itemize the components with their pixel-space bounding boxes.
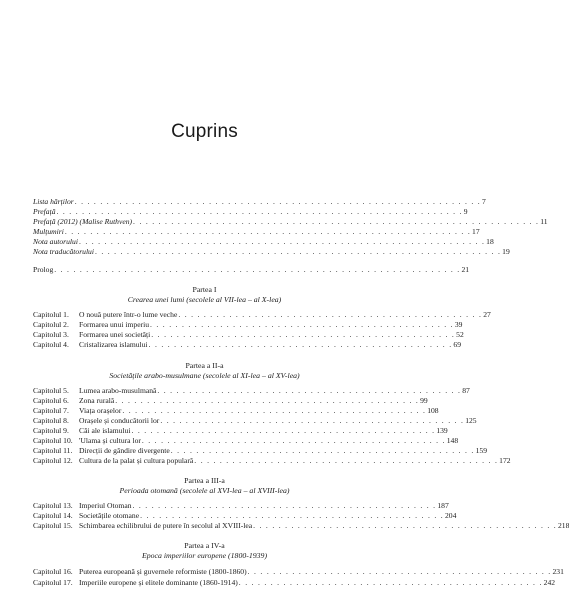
entry-page: 18 <box>486 237 494 246</box>
entry-page: 19 <box>502 247 510 256</box>
part-subtitle: Societățile arabo-musulmane (secolele al XI-lea – al XV-lea) <box>109 371 300 380</box>
entry-page: 21 <box>461 265 470 274</box>
chapter-page: 52 <box>456 330 464 339</box>
entry-page: 17 <box>472 227 480 236</box>
leader-dots: . . . . . . . . . . . . . . . . . . . . . . . . . . . . . . . . . . . . . . . . . . . . . . . . . . . . . . . . . . . . . . . . <box>133 217 540 226</box>
part-subtitle: Perioada otomană (secolele al XVI-lea – al XVIII-lea) <box>119 486 290 495</box>
leader-dots: . . . . . . . . . . . . . . . . . . . . . . . . . . . . . . . . . . . . . . . . . . . . . . . . . . . . . . . . . . . . . . . . <box>74 197 481 206</box>
chapter-entry <box>33 386 470 395</box>
entry-title: Mulțumiri <box>33 227 64 236</box>
chapter-number: Capitolul 5. <box>33 386 69 395</box>
chapter-page: 125 <box>465 416 477 425</box>
chapter-entry <box>33 436 459 445</box>
part-heading: Partea a IV-a <box>184 541 225 550</box>
leader-dots: . . . . . . . . . . . . . . . . . . . . . . . . . . . . . . . . . . . . . . . . . . . . . . . . <box>160 416 465 425</box>
chapter-number: Capitolul 8. <box>33 416 69 425</box>
chapter-page: 108 <box>427 406 439 415</box>
chapter-page: 27 <box>483 310 491 319</box>
chapter-number: Capitolul 12. <box>33 456 73 465</box>
entry-title: Prefață (2012) (Malise Ruthven) <box>33 217 133 226</box>
chapter-page: 218 <box>557 521 569 530</box>
chapter-title: Lumea arabo-musulmană <box>79 386 157 395</box>
chapter-title: Direcții de gândire divergente <box>79 446 170 455</box>
chapter-title: Căi ale islamului <box>79 426 131 435</box>
leader-dots: . . . . . . . . . . . . . . . . . . . . . . . . . . . . . . . . . . . . . . . . . . . . . . . . <box>170 446 475 455</box>
leader-dots: . . . . . . . . . . . . . . . . . . . . . . . . . . . . . . . . . . . . . . . . . . . . . . . . . . . . . . . . . . . . . . . . <box>56 207 463 216</box>
chapter-title: Cristalizarea islamului <box>79 340 148 349</box>
chapter-page: 204 <box>444 511 457 520</box>
leader-dots: . . . . . . . . . . . . . . . . . . . . . . . . . . . . . . . . . . . . . . . . . . . . . . . . <box>132 501 437 510</box>
toc-entry <box>33 237 494 246</box>
leader-dots: . . . . . . . . . . . . . . . . . . . . . . . . . . . . . . . . . . . . . . . . . . . . . . . . <box>150 320 454 329</box>
chapter-number: Capitolul 15. <box>33 521 73 530</box>
leader-dots: . . . . . . . . . . . . . . . . . . . . . . . . . . . . . . . . . . . . . . . . . . . . . . . . <box>247 567 552 576</box>
chapter-title: Formarea unui imperiu <box>79 320 150 329</box>
chapter-number: Capitolul 7. <box>33 406 69 415</box>
part-subtitle: Epoca imperiilor europene (1800-1939) <box>141 551 268 560</box>
entry-page: 7 <box>481 197 486 206</box>
chapter-entry <box>33 456 511 465</box>
chapter-title: Cultura de la palat și cultura populară <box>79 456 194 465</box>
chapter-entry <box>33 406 439 415</box>
chapter-entry <box>33 446 487 455</box>
entry-title: Nota autorului <box>33 237 78 246</box>
chapter-page: 159 <box>475 446 487 455</box>
part-subtitle: Crearea unei lumi (secolele al VII-lea – al X-lea) <box>127 295 282 304</box>
leader-dots: . . . . . . . . . . . . . . . . . . . . . . . . . . . . . . . . . . . . . . . . . . . . . . . . . . . . . . . . . . . . . . . . <box>94 247 502 256</box>
chapter-number: Capitolul 4. <box>33 340 69 349</box>
chapter-title: Formarea unei societăți <box>79 330 151 339</box>
chapter-number: Capitolul 10. <box>33 436 73 445</box>
chapter-number: Capitolul 14. <box>33 511 73 520</box>
chapter-entry <box>33 340 461 349</box>
leader-dots: . . . . . . . . . . . . . . . . . . . . . . . . . . . . . . . . . . . . . . . . . . . . . . . . <box>141 436 446 445</box>
chapter-page: 242 <box>543 578 556 587</box>
chapter-page: 139 <box>436 426 448 435</box>
part-heading: Partea a II-a <box>185 361 224 370</box>
leader-dots: . . . . . . . . . . . . . . . . . . . . . . . . . . . . . . . . . . . . . . . . . . . . . . . . <box>131 426 436 435</box>
chapter-number: Capitolul 11. <box>33 446 73 455</box>
leader-dots: . . . . . . . . . . . . . . . . . . . . . . . . . . . . . . . . . . . . . . . . . . . . . . . . <box>178 310 483 319</box>
toc-entry <box>33 197 486 206</box>
leader-dots: . . . . . . . . . . . . . . . . . . . . . . . . . . . . . . . . . . . . . . . . . . . . . . . . . . . . . . . . . . . . . . . . <box>64 227 472 236</box>
chapter-title: Societățile otomane <box>79 511 140 520</box>
leader-dots: . . . . . . . . . . . . . . . . . . . . . . . . . . . . . . . . . . . . . . . . . . . . . . . . . . . . . . . . . . . . . . . . <box>78 237 486 246</box>
chapter-entry <box>33 396 428 405</box>
chapter-number: Capitolul 16. <box>33 567 73 576</box>
toc-entry <box>33 227 480 236</box>
chapter-page: 69 <box>453 340 461 349</box>
chapter-page: 231 <box>552 567 564 576</box>
chapter-page: 87 <box>462 386 470 395</box>
chapter-title: Viața orașelor <box>79 406 122 415</box>
chapter-page: 172 <box>499 456 511 465</box>
chapter-title: Imperiul Otoman <box>79 501 132 510</box>
chapter-title: Orașele și conducătorii lor <box>79 416 160 425</box>
chapter-title: Imperiile europene și elitele dominante (1860-1914) <box>79 578 238 587</box>
leader-dots: . . . . . . . . . . . . . . . . . . . . . . . . . . . . . . . . . . . . . . . . . . . . . . . . <box>238 578 543 587</box>
entry-title: Nota traducătorului <box>33 247 94 256</box>
entry-title: Prefață <box>33 207 56 216</box>
leader-dots: . . . . . . . . . . . . . . . . . . . . . . . . . . . . . . . . . . . . . . . . . . . . . . . . <box>151 330 456 339</box>
chapter-entry <box>33 330 464 339</box>
chapter-entry <box>33 320 463 329</box>
toc-entry <box>33 207 468 216</box>
chapter-entry <box>33 416 477 425</box>
chapter-number: Capitolul 2. <box>33 320 69 329</box>
chapter-page: 187 <box>437 501 449 510</box>
chapter-page: 39 <box>454 320 463 329</box>
leader-dots: . . . . . . . . . . . . . . . . . . . . . . . . . . . . . . . . . . . . . . . . . . . . . . . . . . . . . . . . . . . . . . . . <box>54 265 461 274</box>
entry-title: Lista hărților <box>33 197 74 206</box>
entry-title: Prolog <box>33 265 54 274</box>
leader-dots: . . . . . . . . . . . . . . . . . . . . . . . . . . . . . . . . . . . . . . . . . . . . . . . . <box>115 396 420 405</box>
chapter-entry <box>33 521 569 530</box>
part-heading: Partea a III-a <box>184 476 225 485</box>
chapter-number: Capitolul 17. <box>33 578 73 587</box>
entry-page: 9 <box>463 207 468 216</box>
chapter-entry <box>33 578 556 587</box>
chapter-number: Capitolul 9. <box>33 426 69 435</box>
chapter-number: Capitolul 6. <box>33 396 69 405</box>
entry-page: 11 <box>540 217 548 226</box>
chapter-number: Capitolul 3. <box>33 330 69 339</box>
leader-dots: . . . . . . . . . . . . . . . . . . . . . . . . . . . . . . . . . . . . . . . . . . . . . . . . <box>194 456 499 465</box>
toc-entry <box>33 247 510 256</box>
page-title: Cuprins <box>171 121 238 142</box>
chapter-entry <box>33 501 449 510</box>
chapter-entry <box>33 310 491 319</box>
part-heading: Partea I <box>192 285 217 294</box>
leader-dots: . . . . . . . . . . . . . . . . . . . . . . . . . . . . . . . . . . . . . . . . . . . . . . . . <box>253 521 557 530</box>
leader-dots: . . . . . . . . . . . . . . . . . . . . . . . . . . . . . . . . . . . . . . . . . . . . . . . . <box>140 511 444 520</box>
chapter-title: 'Ulama și cultura lor <box>79 436 141 445</box>
toc-entry-prolog <box>33 265 470 274</box>
chapter-title: O nouă putere într-o lume veche <box>79 310 178 319</box>
leader-dots: . . . . . . . . . . . . . . . . . . . . . . . . . . . . . . . . . . . . . . . . . . . . . . . . <box>148 340 453 349</box>
leader-dots: . . . . . . . . . . . . . . . . . . . . . . . . . . . . . . . . . . . . . . . . . . . . . . . . <box>157 386 462 395</box>
chapter-entry <box>33 511 457 520</box>
leader-dots: . . . . . . . . . . . . . . . . . . . . . . . . . . . . . . . . . . . . . . . . . . . . . . . . <box>122 406 427 415</box>
chapter-title: Puterea europeană și guvernele reformiste (1800-1860) <box>79 567 247 576</box>
chapter-entry <box>33 567 564 576</box>
chapter-page: 99 <box>420 396 428 405</box>
chapter-title: Zona rurală <box>79 396 115 405</box>
chapter-title: Schimbarea echilibrului de putere în secolul al XVIII-lea <box>79 521 253 530</box>
chapter-number: Capitolul 13. <box>33 501 73 510</box>
chapter-number: Capitolul 1. <box>33 310 69 319</box>
toc-entry <box>33 217 548 226</box>
chapter-page: 148 <box>446 436 459 445</box>
chapter-entry <box>33 426 448 435</box>
